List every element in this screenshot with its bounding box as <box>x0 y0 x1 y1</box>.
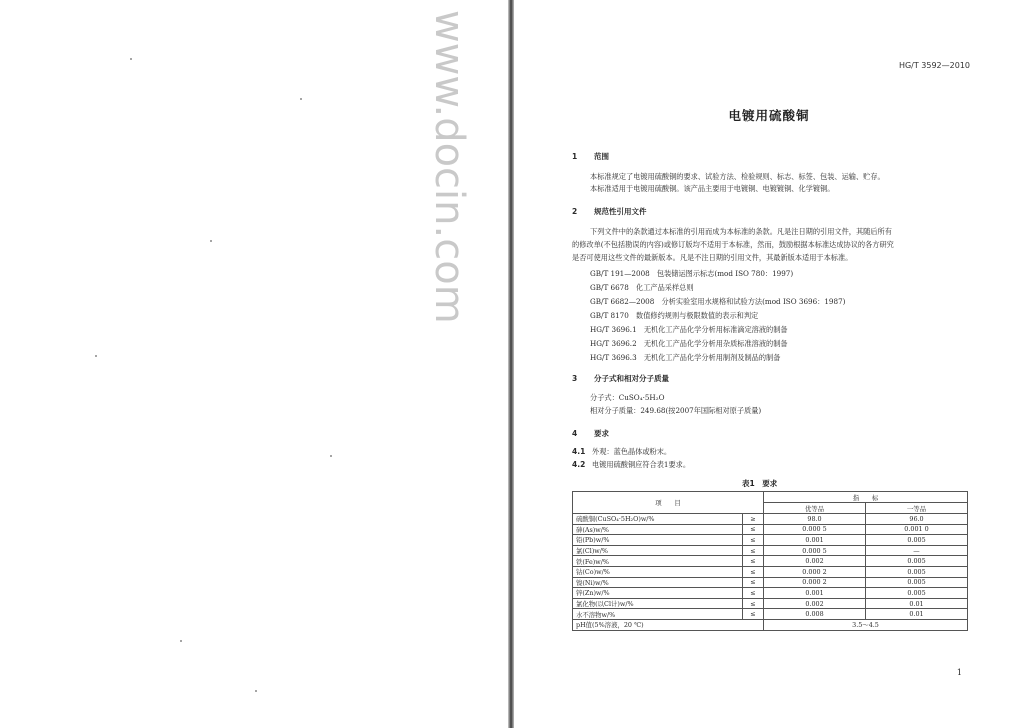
reference-item: HG/T 3696.1 无机化工产品化学分析用标准滴定溶液的制备 <box>590 325 788 334</box>
standard-code: HG/T 3592—2010 <box>898 61 970 70</box>
header-first: 一等品 <box>866 503 968 514</box>
reference-item: GB/T 6678 化工产品采样总则 <box>590 283 694 292</box>
section-2-heading: 2 规范性引用文件 <box>572 207 647 216</box>
scan-speck <box>300 98 302 100</box>
cell-op: ≤ <box>743 598 764 609</box>
cell-first: — <box>866 545 968 556</box>
cell-superior: 0.008 <box>764 609 866 620</box>
cell-superior: 0.001 <box>764 535 866 546</box>
section-2-para: 下列文件中的条款通过本标准的引用而成为本标准的条款。凡是注日期的引用文件，其随后所有 <box>590 227 892 236</box>
cell-item: 水不溶物w/% <box>573 609 743 620</box>
cell-item: 硫酸铜(CuSO₄·5H₂O)w/% <box>573 514 743 525</box>
section-3-heading: 3 分子式和相对分子质量 <box>572 374 669 383</box>
clause-4-1: 4.1 外观：蓝色晶体或粉末。 <box>572 447 672 456</box>
cell-first: 0.005 <box>866 566 968 577</box>
cell-item: 铅(Pb)w/% <box>573 535 743 546</box>
table-row <box>573 609 968 620</box>
standard-page <box>514 0 1024 728</box>
scan-speck <box>255 690 257 692</box>
header-item: 项 目 <box>573 492 764 514</box>
cell-item: 锌(Zn)w/% <box>573 588 743 599</box>
reference-item: GB/T 191—2008 包装储运图示标志(mod ISO 780：1997) <box>590 269 794 278</box>
header-index: 指 标 <box>764 492 968 503</box>
cell-op: ≤ <box>743 588 764 599</box>
document-title: 电镀用硫酸铜 <box>728 108 810 123</box>
cell-superior: 0.002 <box>764 556 866 567</box>
cell-superior: 98.0 <box>764 514 866 525</box>
ph-item: pH值(5%溶液，20 ℃) <box>573 619 764 630</box>
table-row <box>573 566 968 577</box>
page-number: 1 <box>956 668 962 677</box>
table-row-ph <box>573 619 968 630</box>
cell-item: 钴(Co)w/% <box>573 566 743 577</box>
cell-first: 0.01 <box>866 609 968 620</box>
table-caption: 表1 要求 <box>742 479 778 488</box>
cell-first: 96.0 <box>866 514 968 525</box>
table-row <box>573 577 968 588</box>
section-1-heading: 1 范围 <box>572 152 609 161</box>
cell-op: ≤ <box>743 545 764 556</box>
table-row <box>573 514 968 525</box>
reference-item: HG/T 3696.3 无机化工产品化学分析用制剂及制品的制备 <box>590 353 781 362</box>
cell-op: ≤ <box>743 556 764 567</box>
cell-superior: 0.000 2 <box>764 566 866 577</box>
cell-superior: 0.002 <box>764 598 866 609</box>
requirements-table <box>572 491 968 631</box>
cell-op: ≤ <box>743 609 764 620</box>
scan-speck <box>95 355 97 357</box>
reference-item: GB/T 6682—2008 分析实验室用水规格和试验方法(mod ISO 3696：1987) <box>590 297 846 306</box>
table-row <box>573 524 968 535</box>
reference-item: HG/T 3696.2 无机化工产品化学分析用杂质标准溶液的制备 <box>590 339 788 348</box>
section-4-heading: 4 要求 <box>572 429 609 438</box>
table-row <box>573 545 968 556</box>
table-row <box>573 535 968 546</box>
scan-speck <box>210 240 212 242</box>
cell-item: 铁(Fe)w/% <box>573 556 743 567</box>
clause-4-2: 4.2 电镀用硫酸铜应符合表1要求。 <box>572 460 691 469</box>
formula-line: 分子式：CuSO₄·5H₂O <box>590 393 665 402</box>
ph-value: 3.5～4.5 <box>764 619 968 630</box>
section-2-para: 的修改单(不包括勘误的内容)或修订版均不适用于本标准，然而，鼓励根据本标准达成协议的各方研究 <box>572 240 894 249</box>
cell-op: ≤ <box>743 535 764 546</box>
cell-op: ≥ <box>743 514 764 525</box>
cell-superior: 0.001 <box>764 588 866 599</box>
table-row <box>573 556 968 567</box>
table-row <box>573 598 968 609</box>
cell-item: 氯(Cl)w/% <box>573 545 743 556</box>
cell-first: 0.005 <box>866 577 968 588</box>
header-superior: 优等品 <box>764 503 866 514</box>
molecular-mass-line: 相对分子质量：249.68(按2007年国际相对原子质量) <box>590 406 762 415</box>
cell-op: ≤ <box>743 524 764 535</box>
section-2-para: 是否可使用这些文件的最新版本。凡是不注日期的引用文件，其最新版本适用于本标准。 <box>572 253 853 262</box>
watermark <box>424 10 474 540</box>
cell-item: 氯化物(以Cl计)w/% <box>573 598 743 609</box>
scan-speck <box>130 58 132 60</box>
cell-item: 镍(Ni)w/% <box>573 577 743 588</box>
cell-first: 0.001 0 <box>866 524 968 535</box>
cell-superior: 0.000 5 <box>764 545 866 556</box>
section-1-para: 本标准适用于电镀用硫酸铜。该产品主要用于电镀铜、电镀镀铜、化学镀铜。 <box>590 184 835 193</box>
cell-op: ≤ <box>743 566 764 577</box>
cell-first: 0.005 <box>866 556 968 567</box>
watermark-text: www.docin.com <box>426 10 472 324</box>
scan-speck <box>180 640 182 642</box>
cell-superior: 0.000 2 <box>764 577 866 588</box>
cell-first: 0.01 <box>866 598 968 609</box>
cell-item: 砷(As)w/% <box>573 524 743 535</box>
left-blank-page <box>0 0 508 728</box>
section-1-para: 本标准规定了电镀用硫酸铜的要求、试验方法、检验规则、标志、标签、包装、运输、贮存。 <box>590 172 885 181</box>
cell-first: 0.005 <box>866 535 968 546</box>
table-row <box>573 588 968 599</box>
cell-op: ≤ <box>743 577 764 588</box>
cell-superior: 0.000 5 <box>764 524 866 535</box>
cell-first: 0.005 <box>866 588 968 599</box>
scan-speck <box>330 455 332 457</box>
reference-item: GB/T 8170 数值修约规则与极限数值的表示和判定 <box>590 311 759 320</box>
